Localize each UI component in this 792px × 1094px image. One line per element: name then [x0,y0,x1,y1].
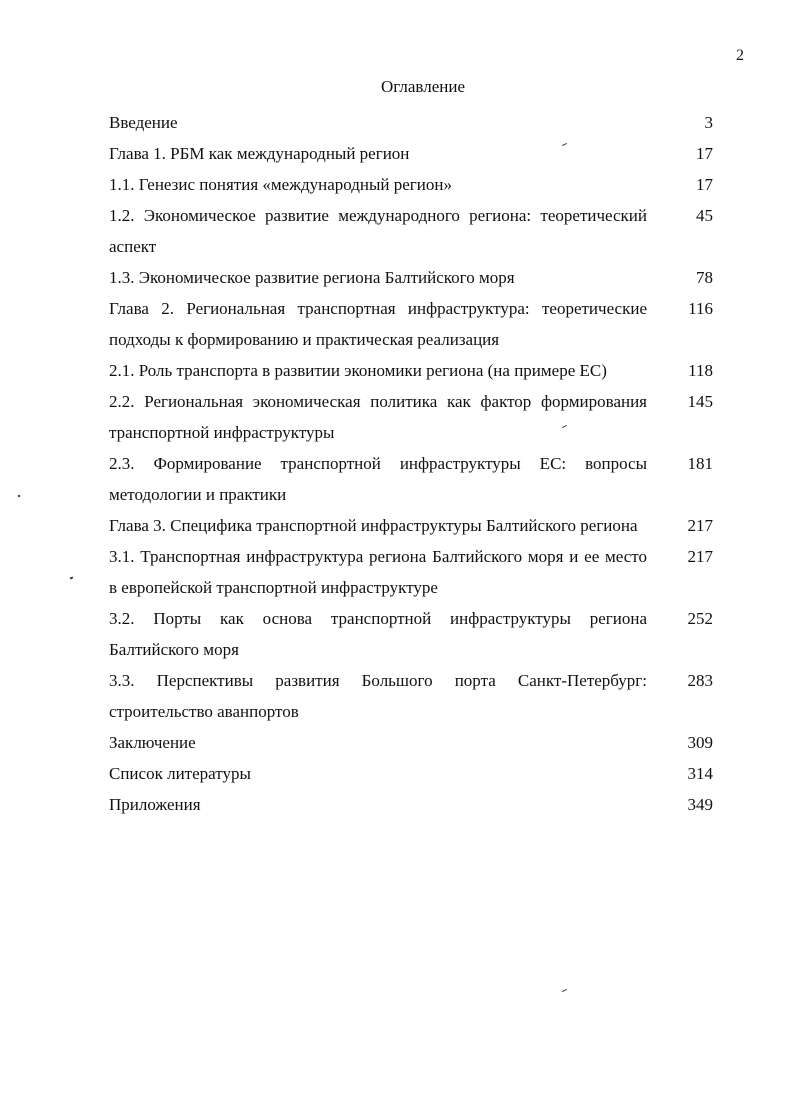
toc-entry-page: 283 [687,671,713,690]
page-number: 2 [736,47,744,64]
toc-entry-page: 17 [696,144,713,163]
toc-entry [109,169,719,200]
scan-speck [18,495,21,498]
toc-entry-text: Приложения [109,795,201,814]
toc-entry [109,789,719,820]
toc-entry-page: 314 [687,764,713,783]
toc-entry-page: 309 [687,733,713,752]
toc-entry [109,138,719,169]
toc-entry-page: 17 [696,175,713,194]
toc-entry-page: 78 [696,268,713,287]
toc-entry [109,293,719,355]
scan-speck [70,576,74,579]
toc-entry-text: 3.3. Перспективы развития Большого порта Санкт-Петербург: строительство аванпортов [109,671,647,721]
toc-entry-page: 349 [687,795,713,814]
toc-entry-text: 1.2. Экономическое развитие международного региона: теоретический аспект [109,206,647,256]
toc-entry-text: Глава 1. РБМ как международный регион [109,144,410,163]
toc-entry [109,355,719,386]
toc-entry [109,603,719,665]
toc-entry-text: 1.1. Генезис понятия «международный регион» [109,175,452,194]
toc-entry-text: Заключение [109,733,196,752]
toc-entry-page: 145 [687,392,713,411]
toc-entry-page: 3 [704,113,713,132]
toc-entry-text: Глава 2. Региональная транспортная инфраструктура: теоретические подходы к формированию и практическая реализация [109,299,647,349]
toc-entry-page: 252 [687,609,713,628]
toc-entry-page: 118 [688,361,713,380]
toc-entry-text: Список литературы [109,764,251,783]
toc-entry [109,386,719,448]
toc-entry [109,727,719,758]
toc-entry-page: 217 [687,547,713,566]
toc-entry [109,758,719,789]
toc-entry [109,200,719,262]
toc-entry-page: 181 [687,454,713,473]
toc-entry [109,510,719,541]
toc-title: Оглавление [381,77,465,96]
toc-entry [109,448,719,510]
toc-entry-page: 45 [696,206,713,225]
toc-entry-text: 2.2. Региональная экономическая политика как фактор формирования транспортной инфраструктуры [109,392,647,442]
toc-entry-page: 116 [688,299,713,318]
toc-entry-text: Введение [109,113,178,132]
toc-entry [109,541,719,603]
toc-entry [109,262,719,293]
toc-entry-text: 2.3. Формирование транспортной инфраструктуры ЕС: вопросы методологии и практики [109,454,647,504]
table-of-contents [109,107,719,820]
toc-entry-text: Глава 3. Специфика транспортной инфраструктуры Балтийского региона [109,516,638,535]
toc-entry-text: 2.1. Роль транспорта в развитии экономики региона (на примере ЕС) [109,361,607,380]
scan-speck [562,989,567,992]
toc-entry [109,107,719,138]
toc-entry-text: 1.3. Экономическое развитие региона Балтийского моря [109,268,515,287]
toc-entry-page: 217 [687,516,713,535]
toc-entry-text: 3.1. Транспортная инфраструктура региона Балтийского моря и ее место в европейской транспортной инфраструктуре [109,547,647,597]
toc-entry [109,665,719,727]
toc-entry-text: 3.2. Порты как основа транспортной инфраструктуры региона Балтийского моря [109,609,647,659]
